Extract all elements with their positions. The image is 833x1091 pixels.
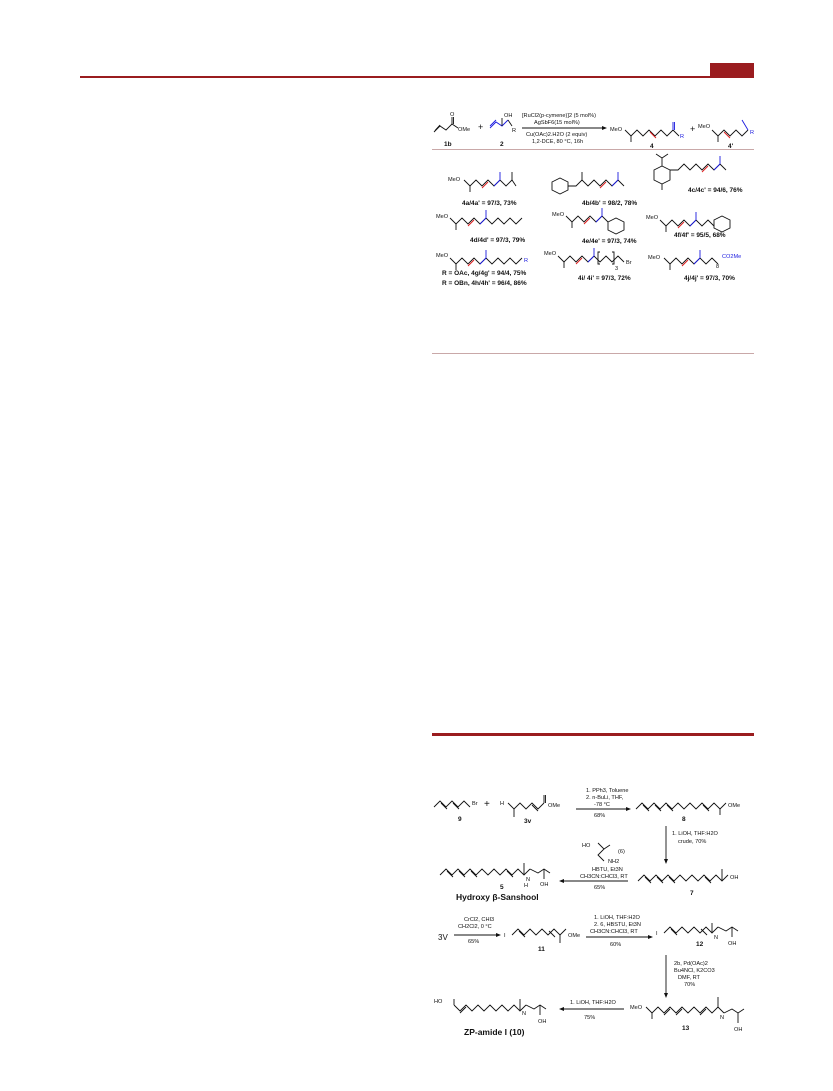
plus-sign: +: [484, 799, 490, 810]
compound-7-label: 7: [690, 890, 694, 897]
scheme1-figure: [430, 108, 756, 294]
start-3v-label: 3V: [438, 933, 448, 942]
methyl-acrylate-structure: [434, 117, 458, 132]
compound-5-label: 5: [500, 884, 504, 891]
compound-2-label: 2: [500, 141, 504, 148]
iodo-label: I: [504, 933, 506, 939]
yield-4j: 4j/4j' = 97/3, 70%: [684, 275, 735, 282]
compound-10-structure: [454, 999, 546, 1015]
cond-a-1: 1. PPh3, Toluene: [586, 788, 629, 794]
iodo-label: I: [656, 931, 658, 937]
meo-label: MeO: [436, 214, 449, 220]
cond-a-3: -78 °C: [594, 802, 610, 808]
cond-f-1: 2b, Pd(OAc)2: [674, 961, 708, 967]
ome-label: OMe: [728, 803, 741, 809]
cond-e-3: CH3CN:CHCl3, RT: [590, 929, 638, 935]
br-label: Br: [472, 801, 478, 807]
cond-e-yield: 60%: [610, 942, 622, 948]
yield-4c: 4c/4c' = 94/6, 76%: [688, 187, 743, 194]
compound-1b-label: 1b: [444, 141, 452, 148]
condition-3: Cu(OAc)2.H2O (2 equiv): [526, 132, 588, 138]
compound-13-label: 13: [682, 1025, 690, 1032]
br-label: Br: [626, 260, 632, 266]
allyl-alcohol-structure: [490, 118, 512, 128]
cond-d-yield: 65%: [468, 939, 480, 945]
compound-12-label: 12: [696, 941, 704, 948]
n-label: N: [720, 1015, 725, 1021]
oh-label: OH: [538, 1019, 547, 1025]
meo-label: MeO: [544, 251, 557, 257]
co2me-label: CO2Me: [722, 254, 742, 260]
cond-g-yield: 75%: [584, 1015, 596, 1021]
cond-b-1: 1. LiOH, THF:H2O: [672, 831, 718, 837]
cond-f-yield: 70%: [684, 982, 696, 988]
cond-g-1: 1. LiOH, THF:H2O: [570, 1000, 616, 1006]
product-4d-structure: [450, 210, 522, 230]
product-4b-structure: [552, 172, 624, 194]
meo-label: MeO: [448, 177, 461, 183]
r-label: R: [512, 128, 517, 134]
yield-4d: 4d/4d' = 97/3, 79%: [470, 237, 526, 244]
product-4g-4h-structure: [450, 250, 522, 270]
oh-label: OH: [728, 941, 737, 947]
amine-6-label: (6): [618, 849, 625, 855]
compound-4-label: 4: [650, 143, 654, 150]
ome-label: OMe: [568, 933, 581, 939]
header-rule: [80, 76, 754, 78]
o-label: O: [450, 112, 455, 118]
r-label: R: [680, 134, 685, 140]
meo-label: MeO: [552, 212, 565, 218]
compound-13-structure: [646, 997, 744, 1023]
yield-4b: 4b/4b' = 98/2, 78%: [582, 200, 638, 207]
cond-c-yield: 65%: [594, 885, 606, 891]
meo-label: MeO: [648, 255, 661, 261]
condition-1: [RuCl2(p-cymene)]2 (5 mol%): [522, 113, 596, 119]
plus-sign: +: [478, 122, 484, 132]
yield-4g: R = OAc, 4g/4g' = 94/4, 75%: [442, 270, 527, 277]
product-4f-structure: [660, 212, 730, 232]
r-label: R: [750, 130, 755, 136]
compound-8-label: 8: [682, 816, 686, 823]
ome-label: OMe: [458, 127, 471, 133]
compound-9-structure: [434, 801, 470, 809]
meo-label: MeO: [610, 127, 623, 133]
yield-4f: 4f/4f' = 95/5, 68%: [674, 232, 726, 239]
n-label: N: [526, 877, 531, 883]
condition-4: 1,2-DCE, 80 °C, 16h: [532, 139, 584, 145]
yield-4a: 4a/4a' = 97/3, 73%: [462, 200, 517, 207]
subscript-8: 8: [716, 264, 720, 270]
oh-label: OH: [734, 1027, 743, 1033]
compound-7-structure: [638, 869, 728, 883]
compound-4prime-label: 4': [728, 143, 734, 150]
zp-amide-name: ZP-amide I (10): [464, 1027, 525, 1037]
scheme2-figure: [428, 783, 756, 1045]
meo-label: MeO: [646, 215, 659, 221]
plus-sign: +: [690, 124, 696, 134]
meo-label: MeO: [698, 124, 711, 130]
compound-11-structure: [512, 929, 566, 943]
n-label: N: [522, 1011, 527, 1017]
cond-f-3: DMF, RT: [678, 975, 700, 981]
h-label: H: [524, 883, 529, 889]
cond-c-1: HBTU, Et3N: [592, 867, 623, 873]
product-4c-structure: [654, 154, 726, 190]
cond-f-2: Bu4NCl, K2CO3: [674, 968, 715, 974]
product-4-structure: [625, 122, 679, 142]
meo-label: MeO: [436, 253, 449, 259]
compound-5-structure: [440, 863, 550, 879]
h-label: H: [500, 801, 505, 807]
yield-4e: 4e/4e' = 97/3, 74%: [582, 238, 637, 245]
subscript-3: 3: [615, 266, 619, 272]
ome-label: OMe: [548, 803, 561, 809]
cond-a-2: 2. n-BuLi, THF,: [586, 795, 624, 801]
cond-e-1: 1. LiOH, THF:H2O: [594, 915, 640, 921]
condition-2: AgSbF6(15 mol%): [534, 120, 580, 126]
cond-d-2: CH2Cl2, 0 °C: [458, 924, 492, 930]
compound-8-structure: [636, 803, 726, 815]
compound-12-structure: [664, 923, 738, 937]
scheme1-bottom-rule: [432, 353, 754, 354]
cond-c-2: CH3CN:CHCl3, RT: [580, 874, 628, 880]
n-label: N: [714, 935, 719, 941]
cond-b-2: crude, 70%: [678, 839, 707, 845]
compound-3v-structure: [508, 795, 546, 817]
product-4a-structure: [464, 172, 516, 192]
oh-label: OH: [504, 113, 513, 119]
compound-9-label: 9: [458, 816, 462, 823]
r-label: R: [524, 258, 529, 264]
ho-label: HO: [434, 999, 443, 1005]
ho-label: HO: [582, 843, 591, 849]
product-4i-structure: [558, 248, 624, 268]
nh2-label: NH2: [608, 859, 620, 865]
product-4e-structure: [566, 208, 624, 234]
meo-label: MeO: [630, 1005, 643, 1011]
product-4j-structure: [664, 250, 718, 270]
compound-11-label: 11: [538, 946, 545, 953]
cond-e-2: 2. 6, HBSTU, Et3N: [594, 922, 641, 928]
cond-a-yield: 68%: [594, 813, 606, 819]
oh-label: OH: [540, 882, 549, 888]
product-4prime-structure: [712, 120, 748, 142]
hydroxy-sanshool-name: Hydroxy β-Sanshool: [456, 892, 539, 902]
cond-d-1: CrCl2, CHI3: [464, 917, 495, 923]
yield-4h: R = OBn, 4h/4h' = 96/4, 86%: [442, 280, 527, 287]
compound-3v-label: 3v: [524, 818, 532, 825]
yield-4i: 4i/ 4i' = 97/3, 72%: [578, 275, 631, 282]
scheme2-top-rule: [432, 733, 754, 736]
oh-label: OH: [730, 875, 739, 881]
page-number-tab: [710, 63, 754, 76]
